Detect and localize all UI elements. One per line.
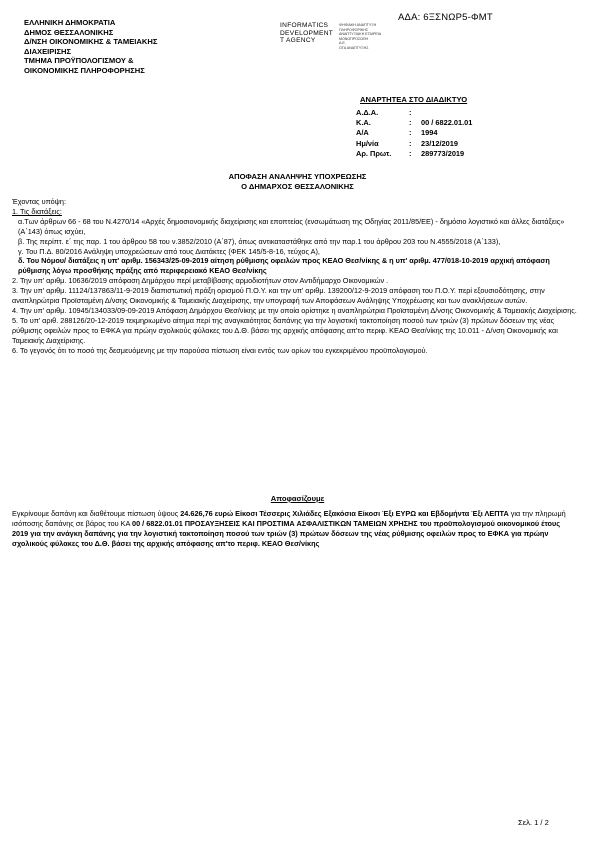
logo-line: INFORMATICS <box>280 22 329 29</box>
decision-amount-words: Είκοσι Τέσσερις Χιλιάδες Εξακόσια Είκοσι Έξι ΕΥΡΩ και Εβδομήντα Έξι ΛΕΠΤΑ <box>233 509 509 518</box>
issuer-line: ΔΙΑΧΕΙΡΙΣΗΣ <box>24 46 72 56</box>
item-4: 4. Την υπ' αριθμ. 10945/134033/09-09-2019 Απόφαση Δημάρχου Θεσ/νίκης με την οποία ορίστηκε η αναπληρώτρια Προϊσταμένη Δ/νσης Οικονομικής & Ταμειακής Διαχείρισης. <box>12 305 577 315</box>
meta-row <box>356 149 472 159</box>
meta-row <box>356 139 472 149</box>
decision-text-3: του προϋπολογισμού οικονομικού έτους 2019 για την ανάγκη δαπάνης για την λογιστική τακτοποίηση ποσού των τριών (3) πρώτων δόσεων της νέας ρύθμισης οφειλών προς το ΕΦΚΑ για πρώην σχολικούς φύλακες του Δ.Θ. βάσει της αρχικής απόφασης απ'το περιφ. ΚΕΑΟ Θεσ/νίκης <box>12 518 561 548</box>
logo-mini-line: ΜΟΝΟΠΡΟΣΩΠΗ <box>339 36 369 41</box>
meta-key: Ημ/νία <box>356 138 379 148</box>
considerations-body <box>12 197 578 356</box>
logo-mini-line: ΑΝΑΠΤΥΞΙΑΚΗ ΕΤΑΙΡΕΙΑ <box>339 32 382 37</box>
meta-sep: : <box>409 108 412 117</box>
logo-text <box>280 22 333 45</box>
meta-value: 00 / 6822.01.01 <box>421 118 473 128</box>
item-3: 3. Την υπ' αριθμ. 11124/137863/11-9-2019 διαπιστωτική πράξη ορισμού Π.Ο.Υ. και την υπ' αριθμ. 139200/12-9-2019 απόφαση του Π.Ο.Υ. περί εξουσιοδότησης, στην αναπληρώτρια Προϊσταμένη Δ/νσης Οικονομικής & Ταμειακής Διαχείρισης, την υπογραφή των Αποφάσεων Ανάληψης Υποχρέωσης και των ανακλήσεων αυτών. <box>12 286 545 306</box>
agency-logo <box>280 22 390 52</box>
decision-title <box>0 172 595 192</box>
logo-mini-line: ΟΤΑ ΑΝΑΠΤΥΞΗΣ <box>339 45 369 50</box>
meta-sep: : <box>409 128 412 138</box>
logo-mini-text <box>339 23 391 51</box>
logo-line: T AGENCY <box>280 37 316 45</box>
ada-header: ΑΔΑ: 6ΞΣΝΩΡ5-ΦΜΤ <box>398 12 493 23</box>
logo-mini-line: ΨΗΦΙΑΚΗ ΑΝΑΠΤΥΞΗ <box>339 23 377 27</box>
item-1d: δ. Του Νόμου/ διατάξεις η υπ' αριθμ. 156343/25-09-2019 αίτηση ρύθμισης οφειλών προς ΚΕΑΟ Θεσ/νίκης & η υπ' αριθμ. 477/018-10-2019 αρχική απόφαση ρύθμισης λόγω προσθήκης πράξης από περιφερειακό ΚΕΑΟ Θεσ/νίκης <box>18 256 550 276</box>
meta-row <box>356 118 472 128</box>
decision-title-line: Ο ΔΗΜΑΡΧΟΣ ΘΕΣΣΑΛΟΝΙΚΗΣ <box>241 182 354 191</box>
meta-row <box>356 128 472 138</box>
meta-key: Αρ. Πρωτ. <box>356 148 392 158</box>
item-2: 2. Την υπ' αριθμ. 10636/2019 απόφαση Δημάρχου περί μεταβίβασης αρμοδιοτήτων στον Αντιδήμαρχο Οικονομικών . <box>12 276 389 286</box>
meta-sep: : <box>409 138 412 148</box>
meta-key: Κ.Α. <box>356 118 371 128</box>
logo-mini-line: ΠΛΗΡΟΦΟΡΙΚΗΣ <box>339 27 369 32</box>
issuer-line: ΔΗΜΟΣ ΘΕΣΣΑΛΟΝΙΚΗΣ <box>24 27 114 37</box>
posting-title: ΑΝΑΡΤΗΤΕΑ ΣΤΟ ΔΙΑΔΙΚΤΥΟ <box>360 95 468 104</box>
logo-mini-line: Α.Ε. <box>339 41 346 46</box>
meta-key: Α.Δ.Α. <box>356 108 379 117</box>
item-6: 6. Το γεγονός ότι το ποσό της δεσμευόμενης με την παρούσα πίστωση είναι εντός των ορίων του εγκεκριμένου προϋπολογισμού. <box>12 345 428 355</box>
item-1-heading: 1. Τις διατάξεις: <box>12 206 62 216</box>
meta-table <box>356 108 472 159</box>
meta-row <box>356 108 472 118</box>
meta-sep: : <box>409 148 412 158</box>
decision-text-2: για την πληρωμή ισόποσης δαπάνης σε βάρος του ΚΑ <box>12 509 566 528</box>
meta-value: 289773/2019 <box>421 148 465 158</box>
section-title: Αποφασίζουμε <box>270 494 325 503</box>
decision-paragraph <box>12 509 578 549</box>
decision-budget-code: 00 / 6822.01.01 ΠΡΟΣΑΥΞΗΣΕΙΣ ΚΑΙ ΠΡΟΣΤΙΜΑ ΑΣΦΑΛΙΣΤΙΚΩΝ ΤΑΜΕΙΩΝ ΧΡΗΣΗΣ <box>132 518 418 528</box>
meta-value <box>421 108 472 118</box>
meta-sep: : <box>409 118 412 128</box>
item-1b: β. Της περίπτ. ε΄ της παρ. 1 του άρθρου 58 του ν.3852/2010 (Α΄87), όπως αντικαταστάθηκε από την παρ.1 του άρθρου 203 του Ν.4555/2018 (Α΄133), <box>18 236 501 246</box>
decision-text-1: Εγκρίνουμε δαπάνη και διαθέτουμε πίστωση ύψους <box>12 509 181 518</box>
item-1a: α.Των άρθρων 66 - 68 του Ν.4270/14 «Αρχές δημοσιονομικής διαχείρισης και εποπτείας (ενσωμάτωση της Οδηγίας 2011/85/ΕΕ) - δημόσιο λογιστικό και άλλες διατάξεις» (Α΄143) όπως ισχύει, <box>18 216 565 236</box>
issuer-line: ΤΜΗΜΑ ΠΡΟΫΠΟΛΟΓΙΣΜΟΥ & <box>24 56 134 66</box>
intro-text: Έχοντας υπόψη: <box>12 197 66 206</box>
decision-amount: 24.626,76 ευρώ <box>180 509 234 518</box>
issuer-line: ΟΙΚΟΝΟΜΙΚΗΣ ΠΛΗΡΟΦΟΡΗΣΗΣ <box>24 65 145 75</box>
issuer-line: ΕΛΛΗΝΙΚΗ ΔΗΜΟΚΡΑΤΙΑ <box>24 18 116 27</box>
decision-title-line: ΑΠΟΦΑΣΗ ΑΝΑΛΗΨΗΣ ΥΠΟΧΡΕΩΣΗΣ <box>228 172 367 181</box>
issuer-block <box>24 18 214 76</box>
item-5: 5. Το υπ' αριθ. 288126/20-12-2019 τεκμηριωμένο αίτημα περί της αναγκαιότητας δαπάνης για την λογιστική τακτοποίηση ποσού των τριών (3) πρώτων δόσεων της νέας ρύθμισης οφειλών προς το ΕΦΚΑ για πρώην σχολικούς φύλακες του Δ.Θ. βάσει της αρχικής απόφασης απ'το περιφ. ΚΕΑΟ Θεσ/νίκης της 10.011 - Δ/νση Οικονομικής και Ταμειακής Διαχείρισης. <box>12 315 558 345</box>
meta-value: 23/12/2019 <box>421 138 458 148</box>
issuer-line: Δ/ΝΣΗ ΟΙΚΟΝΟΜΙΚΗΣ & ΤΑΜΕΙΑΚΗΣ <box>24 37 158 47</box>
page-number: Σελ. 1 / 2 <box>518 818 549 827</box>
meta-value: 1994 <box>421 128 438 138</box>
logo-line: DEVELOPMENT <box>280 29 334 37</box>
meta-key: Α/Α <box>356 128 369 138</box>
item-1c: γ. Του Π.Δ. 80/2016 Ανάληψη υποχρεώσεων από τους Διατάκτες (ΦΕΚ 145/5-8-16, τεύχος Α), <box>18 246 320 256</box>
